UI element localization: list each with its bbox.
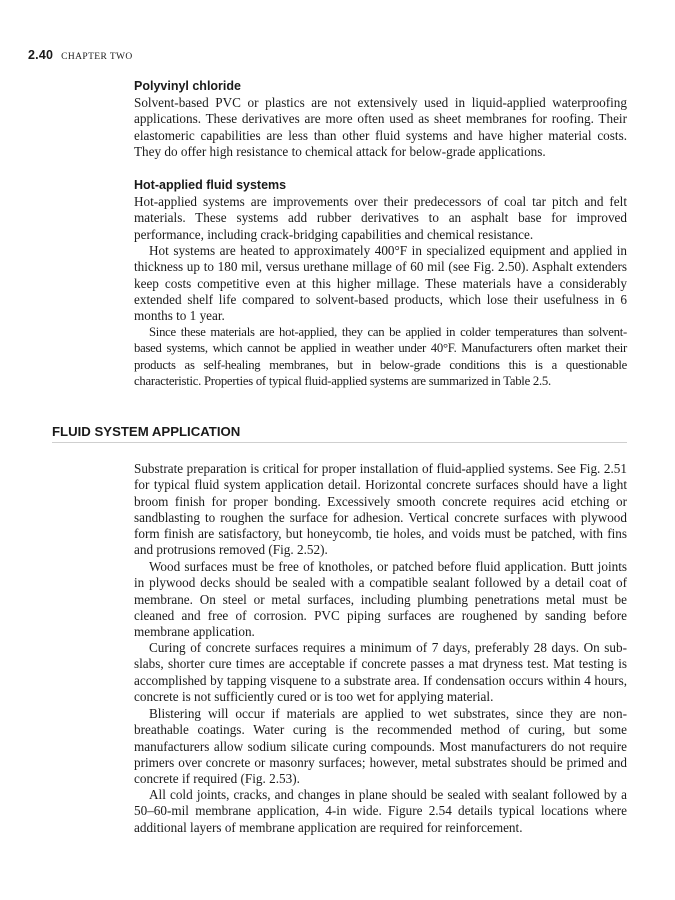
fluid-application-paragraph-4: Blistering will occur if materials are applied to wet substrates, since they are non-breathable coatings. Water curing is the recommended method of curing, but some manufacturers allow sodium silicate curing compounds. Most manufacturers do not require primers over concrete or masonry surfaces; however, metal substrates should be primed and concrete if required (Fig. 2.53). xyxy=(134,706,627,787)
hot-applied-paragraph-2: Hot systems are heated to approximately 400°F in specialized equipment and applied in thickness up to 180 mil, versus urethane millage of 60 mil (see Fig. 2.50). Asphalt extenders keep costs competitive even at this higher millage. These materials have a considerably extended shelf life compared to solvent-based products, which lose their usefulness in 6 months to 1 year. xyxy=(134,243,627,324)
pvc-paragraph: Solvent-based PVC or plastics are not extensively used in liquid-applied waterproofing applications. These derivatives are more often used as sheet membranes for roofing. Their elastomeric capabilities are less than other fluid systems and have higher material costs. They do offer high resistance to chemical attack for below-grade applications. xyxy=(134,95,627,159)
fluid-application-heading: FLUID SYSTEM APPLICATION xyxy=(52,424,241,439)
hot-applied-paragraph-1: Hot-applied systems are improvements over their predecessors of coal tar pitch and felt materials. These systems add rubber derivatives to an asphalt base for improved performance, including crack-bridging capabilities and chemical resistance. xyxy=(134,194,627,242)
hot-applied-heading: Hot-applied fluid systems xyxy=(134,178,287,192)
fluid-application-paragraph-1: Substrate preparation is critical for proper installation of fluid-applied systems. See Fig. 2.51 for typical fluid system application detail. Horizontal concrete surfaces should have a light broom finish for proper bonding. Excessively smooth concrete requires acid etching or sandblasting to roughen the surface for adhesion. Vertical concrete surfaces with plywood form finish are satisfactory, but honeycomb, tie holes, and voids must be patched, with fins and protrusions removed (Fig. 2.52). xyxy=(134,461,627,558)
chapter-title: CHAPTER TWO xyxy=(61,52,133,62)
fluid-application-paragraph-5: All cold joints, cracks, and changes in plane should be sealed with sealant followed by a 50–60-mil membrane application, 4-in wide. Figure 2.54 details typical locations where additional layers of membrane application are required for reinforcement. xyxy=(134,787,627,835)
pvc-heading: Polyvinyl chloride xyxy=(134,79,241,93)
hot-applied-paragraph-3: Since these materials are hot-applied, they can be applied in colder temperatures than solvent-based systems, which cannot be applied in weather under 40°F. Manufacturers often market their products as self-healing membranes, but in below-grade conditions this is a questionable characteristic. Properties of typical fluid-applied systems are summarized in Table 2.5. xyxy=(134,325,627,388)
page-number: 2.40 xyxy=(28,48,54,62)
fluid-application-paragraph-2: Wood surfaces must be free of knotholes, or patched before fluid application. Butt joints in plywood decks should be sealed with a compatible sealant followed by a detail coat of membrane. On steel or metal surfaces, including plumbing penetrations metal must be cleaned and free of corrosion. PVC piping surfaces are roughened by sanding before membrane application. xyxy=(134,559,627,640)
section-divider xyxy=(52,442,627,443)
running-head xyxy=(28,46,133,62)
fluid-application-paragraph-3: Curing of concrete surfaces requires a minimum of 7 days, preferably 28 days. On sub-slabs, shorter cure times are acceptable if concrete passes a mat dryness test. Mat testing is accomplished by tapping visquene to a substrate area. If condensation occurs within 4 hours, concrete is not sufficiently cured or is too wet for applying material. xyxy=(134,640,627,704)
